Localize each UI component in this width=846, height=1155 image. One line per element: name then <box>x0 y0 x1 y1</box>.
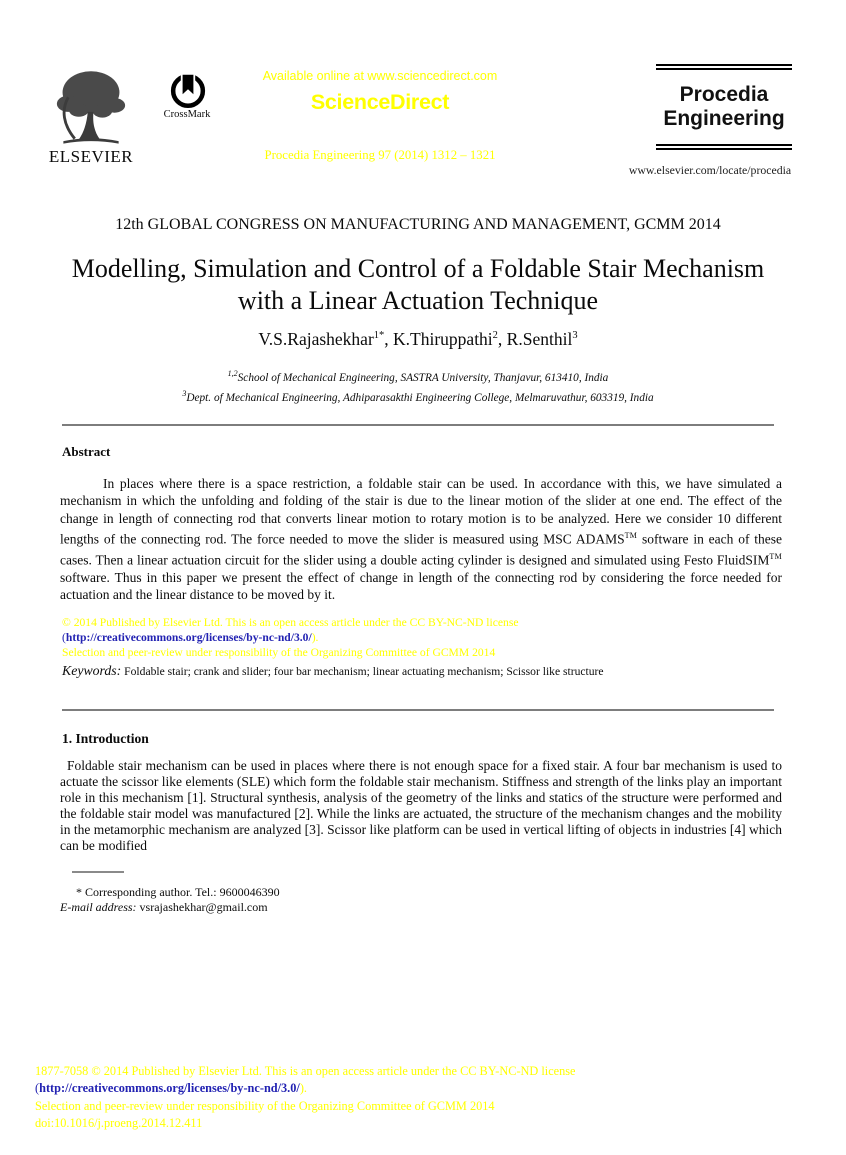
trademark-superscript: TM <box>624 531 638 541</box>
email-address: vsrajashekhar@gmail.com <box>136 900 268 914</box>
conference-heading: 12th GLOBAL CONGRESS ON MANUFACTURING AND MANAGEMENT, GCMM 2014 <box>115 216 721 233</box>
section-rule <box>62 709 774 711</box>
author-sup: 3 <box>572 330 578 342</box>
license-link-line: (http://creativecommons.org/licenses/by-nc-nd/3.0/). <box>62 631 319 645</box>
cc-license-link-footer[interactable]: http://creativecommons.org/licenses/by-nc-nd/3.0/ <box>39 1081 300 1095</box>
crossmark-label: CrossMark <box>163 109 211 120</box>
crossmark-icon <box>170 71 206 109</box>
email-label: E-mail address: <box>60 900 137 914</box>
affiliation-line: $^{1,2}$School of Mechanical Engineering, SASTRA University, Thanjavur, 613410, India <box>227 369 609 384</box>
journal-ref: Procedia Engineering 97 (2014) 1312 – 1321 <box>264 148 496 162</box>
affiliations <box>62 366 774 406</box>
journal-url: www.elsevier.com/locate/procedia <box>628 163 792 177</box>
title-line-2: with a Linear Actuation Technique <box>237 286 599 315</box>
sciencedirect-logo: ScienceDirect <box>310 90 450 114</box>
abstract-heading: Abstract <box>62 444 111 459</box>
journal-name-line2: Engineering <box>663 106 785 130</box>
keywords-label: Keywords: <box>62 663 122 678</box>
license-line-3: Selection and peer-review under responsibility of the Organizing Committee of GCMM 2014 <box>62 646 496 660</box>
introduction-body: Foldable stair mechanism can be used in places where there is not enough space for a fixed stair. A four bar mechanism is used to actuate the scissor like elements (SLE) which form the foldable stair mechanism. Stiffness and strength of the links play an important role in this mechanism [1]. Structural synthesis, analysis of the geometry of the links and statics of the structure were performed and the foldable stair model was manufactured [2]. While the links are actuated, the structure of the mechanism changes and the mobility in the metamorphic mechanism are analyzed [3]. Scissor like platform can be used in vertical lifting of objects in industries [4] which can be modified <box>60 758 782 853</box>
title-line-1: Modelling, Simulation and Control of a Foldable Stair Mechanism <box>71 254 765 283</box>
authors-line <box>62 329 774 350</box>
footer-selection-line: Selection and peer-review under responsibility of the Organizing Committee of GCMM 2014 <box>35 1099 495 1113</box>
footer-issn-line: 1877-7058 © 2014 Published by Elsevier Ltd. This is an open access article under the CC BY-NC-ND license <box>35 1064 576 1078</box>
journal-name-line1: Procedia <box>679 83 769 106</box>
available-online-text: Available online at www.sciencedirect.com <box>262 69 498 83</box>
author: V.S.Rajashekhar$^{1*}$, <box>258 329 394 349</box>
elsevier-wordmark: ELSEVIER <box>48 147 134 166</box>
abstract-top-rule <box>62 424 774 426</box>
banner-rule-bottom <box>656 144 792 150</box>
elsevier-tree-icon <box>50 68 132 146</box>
footnote-corresponding: * Corresponding author. Tel.: 9600046390 <box>76 885 280 899</box>
license-line-1: © 2014 Published by Elsevier Ltd. This is an open access article under the CC BY-NC-ND license <box>62 616 519 629</box>
author-sup: 1* <box>373 330 385 342</box>
abstract-body: In places where there is a space restriction, a foldable stair can be used. In accordance with this, we have simulated a mechanism in which the unfolding and folding of the stair is due to the linear motion of the slider at one end. The effect of the change in length of connecting rod that converts linear motion to rotary motion is to be analyzed. Here we consider 10 different lengths of the connecting rod. The force needed to move the slider is measured using MSC ADAMS™ software in each of these cases. Then a linear actuation circuit for the slider using a double acting cylinder is designed and simulated using Festo FluidSIM™ software. Thus in this paper we present the effect of change in length of the connecting rod by considering the force needed for actuation and the linear distance to be moved by it. <box>60 476 782 603</box>
footnote-rule <box>72 871 124 873</box>
procedia-banner <box>656 64 792 150</box>
keywords-line <box>62 663 774 679</box>
paper-title <box>42 253 794 317</box>
author-sup: 2 <box>492 330 498 342</box>
author: K.Thiruppathi$^2$, <box>393 329 507 349</box>
introduction-heading: 1. Introduction <box>62 731 149 746</box>
keywords-text: Foldable stair; crank and slider; four bar mechanism; linear actuating mechanism; Scissor like structure <box>121 665 604 678</box>
affiliation-line: $^3$Dept. of Mechanical Engineering, Adhiparasakthi Engineering College, Melmaruvathur, 603319, India <box>182 388 654 404</box>
footer-license-link-line: (http://creativecommons.org/licenses/by-nc-nd/3.0/). <box>35 1081 307 1095</box>
footer-doi: doi:10.1016/j.proeng.2014.12.411 <box>35 1116 203 1130</box>
license-block <box>62 615 774 661</box>
footnote-email-line <box>60 900 268 915</box>
cc-license-link[interactable]: http://creativecommons.org/licenses/by-nc-nd/3.0/ <box>65 631 312 645</box>
trademark-superscript: TM <box>769 552 782 562</box>
author: R.Senthil$^3$ <box>506 329 578 349</box>
